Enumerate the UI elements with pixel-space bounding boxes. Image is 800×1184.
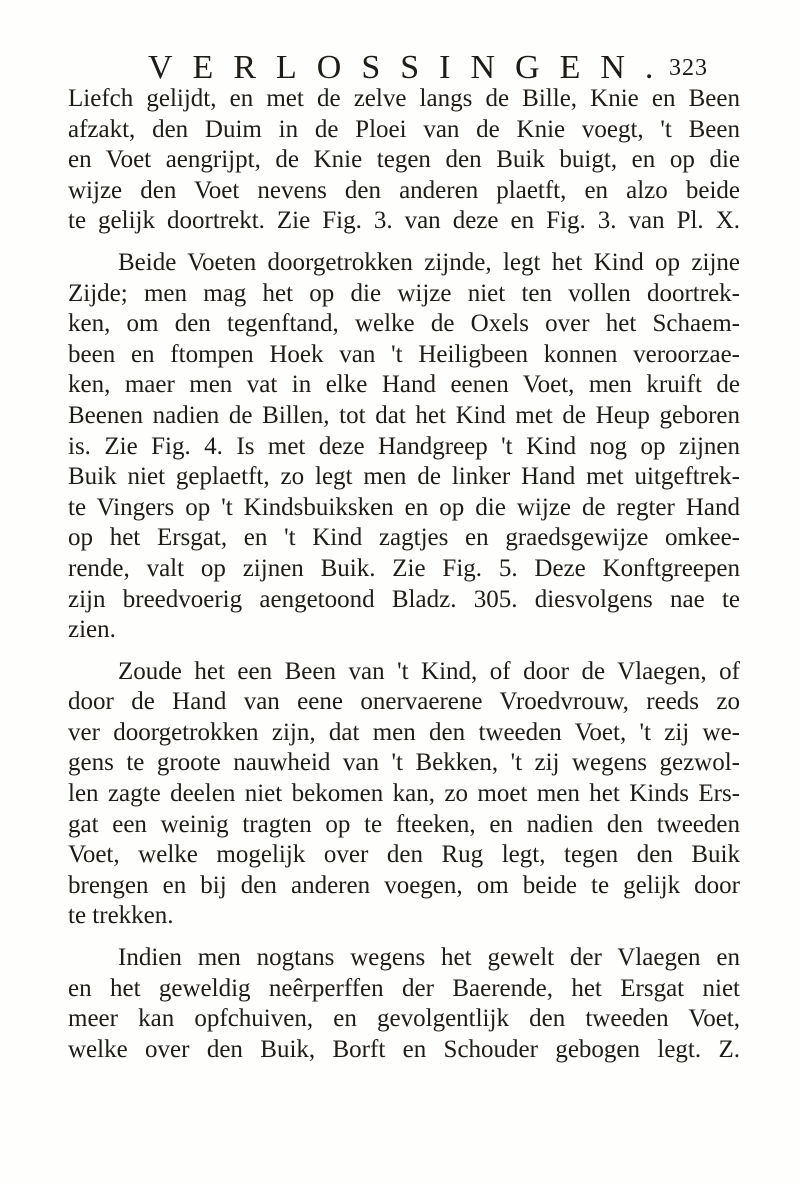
- text-line: zien.: [68, 616, 116, 644]
- text-line: Zijde; men mag het op die wijze niet ten vollen doortrek-: [68, 279, 740, 307]
- text-line: te Vingers op 't Kindsbuiksken en op die wijze de regter Hand: [68, 493, 740, 521]
- text-line: is. Zie Fig. 4. Is met deze Handgreep 't Kind nog op zijnen: [68, 432, 740, 460]
- text-line: te gelijk doortrekt. Zie Fig. 3. van deze en Fig. 3. van Pl. X.: [68, 207, 740, 235]
- paragraph-gap: [68, 932, 740, 943]
- page-number: 323: [669, 55, 708, 81]
- text-line: Voet, welke mogelijk over den Rug legt, tegen den Buik: [68, 841, 740, 869]
- text-line: len zagte deelen niet bekomen kan, zo moet men het Kinds Ers-: [68, 780, 740, 808]
- paragraph: [68, 84, 740, 237]
- text-line: zijn breedvoerig aengetoond Bladz. 305. diesvolgens nae te: [68, 585, 740, 613]
- text-line: gat een weinig tragten op te fteeken, en nadien den tweeden: [68, 810, 740, 838]
- text-line: Indien men nogtans wegens het gewelt der Vlaegen en: [118, 944, 740, 972]
- text-line: welke over den Buik, Borft en Schouder gebogen legt. Z.: [68, 1035, 740, 1063]
- text-line: afzakt, den Duim in de Ploei van de Knie voegt, 't Been: [68, 115, 740, 143]
- text-line: gens te groote nauwheid van 't Bekken, 't zij wegens gezwol-: [68, 749, 740, 777]
- text-line: ver doorgetrokken zijn, dat men den tweeden Voet, 't zij we-: [68, 718, 740, 746]
- text-line: Zoude het een Been van 't Kind, of door de Vlaegen, of: [118, 657, 740, 685]
- text-line: Beide Voeten doorgetrokken zijnde, legt het Kind op zijne: [118, 248, 740, 276]
- paragraph: [68, 248, 740, 646]
- text-line: brengen en bij den anderen voegen, om beide te gelijk door: [68, 871, 740, 899]
- body-text: [68, 84, 740, 1065]
- text-line: te trekken.: [68, 902, 174, 930]
- text-line: ken, om den tegenftand, welke de Oxels over het Schaem-: [68, 310, 740, 338]
- text-line: Liefch gelijdt, en met de zelve langs de Bille, Knie en Been: [68, 85, 740, 112]
- running-title: VERLOSSINGEN.: [148, 49, 674, 86]
- text-line: wijze den Voet nevens den anderen plaetft, en alzo beide: [68, 176, 740, 204]
- text-line: op het Ersgat, en 't Kind zagtjes en graedsgewijze omkee-: [68, 524, 740, 552]
- paragraph: [68, 943, 740, 1065]
- text-line: en het geweldig neêrperffen der Baerende, het Ersgat niet: [68, 974, 740, 1002]
- text-line: Beenen nadien de Billen, tot dat het Kind met de Heup geboren: [68, 401, 740, 429]
- text-line: en Voet aengrijpt, de Knie tegen den Buik buigt, en op die: [68, 146, 740, 174]
- text-line: door de Hand van eene onervaerene Vroedvrouw, reeds zo: [68, 688, 740, 716]
- page-header: [148, 48, 708, 88]
- text-line: rende, valt op zijnen Buik. Zie Fig. 5. Deze Konftgreepen: [68, 554, 740, 582]
- text-line: meer kan opfchuiven, en gevolgentlijk den tweeden Voet,: [68, 1005, 740, 1033]
- text-line: Buik niet geplaetft, zo legt men de linker Hand met uitgeftrek-: [68, 463, 740, 491]
- paragraph: [68, 657, 740, 932]
- paragraph-gap: [68, 237, 740, 248]
- text-line: ken, maer men vat in elke Hand eenen Voet, men kruift de: [68, 371, 740, 399]
- text-line: been en ftompen Hoek van 't Heiligbeen konnen veroorzae-: [68, 340, 740, 368]
- paragraph-gap: [68, 646, 740, 657]
